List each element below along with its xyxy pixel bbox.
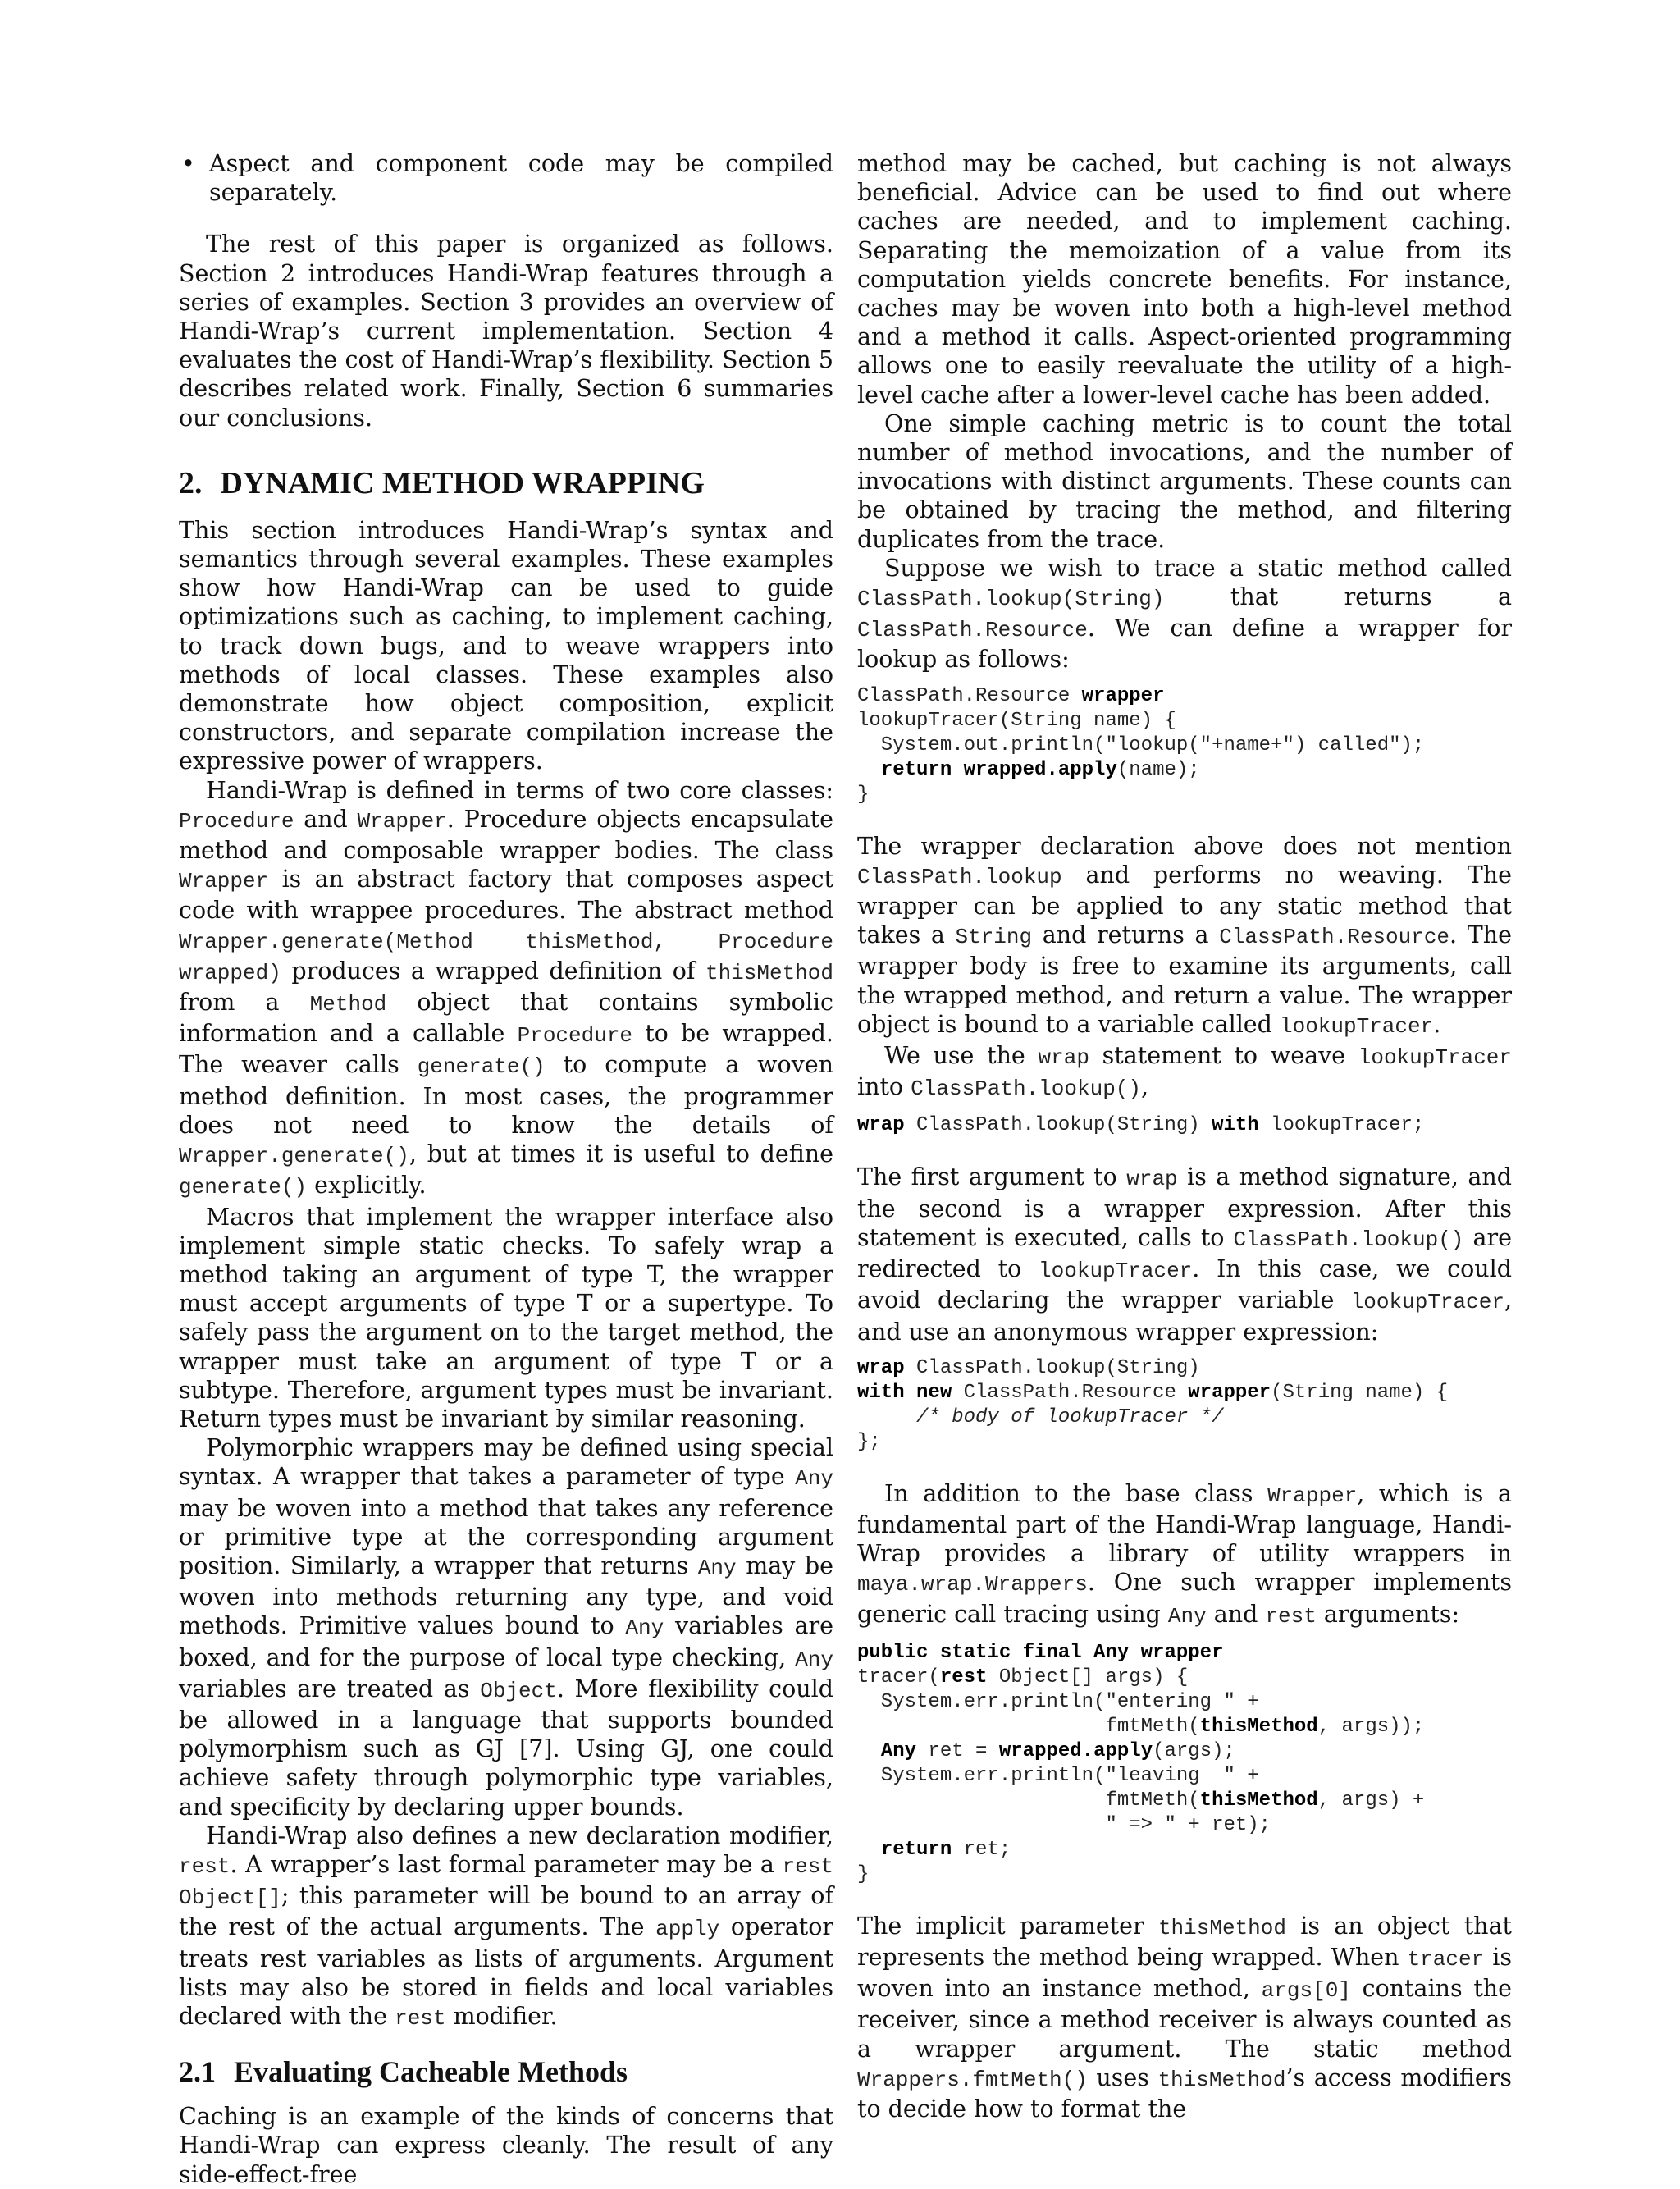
text-run: from a	[179, 989, 310, 1017]
inline-code: rest Object[]	[179, 1853, 833, 1911]
text-run: Handi-Wrap also defines a new declaration modifier,	[206, 1821, 833, 1849]
paragraph: This section introduces Handi-Wrap’s syntax and semantics through several examples. These examples show how Handi-Wrap can be used to guide optimizations such as caching, to implement caching, to track down bugs, and to weave wrappers into methods of local classes. These examples also demonstrate how object composition, explicit constructors, and separate compilation increase the expressive power of wrappers.	[179, 516, 833, 775]
code-keyword: Any	[880, 1739, 917, 1762]
inline-code: lookupTracer	[1358, 1045, 1512, 1071]
paragraph: Macros that implement the wrapper interface also implement simple static checks. To safely wrap a method taking an argument of type T, the wrapper must accept arguments of type T or a supertype. To safely pass the argument on to the target method, the wrapper must take an argument of type T or a subtype. Therefore, argument types must be invariant. Return types must be invariant by similar reasoning.	[179, 1203, 833, 1433]
text-run: In addition to the base class	[884, 1479, 1268, 1507]
text-run: is an abstract factory that composes aspect code with wrappee procedures. The abstract method	[179, 866, 833, 925]
inline-code: tracer	[1407, 1946, 1485, 1972]
code-line: };	[857, 1430, 881, 1453]
inline-code: Wrapper.generate()	[179, 1144, 409, 1169]
section-title: Evaluating Cacheable Methods	[234, 2055, 628, 2089]
inline-code: ClassPath.lookup()	[1233, 1227, 1464, 1252]
text-run: .	[1433, 1010, 1441, 1038]
code-line: System.err.println("leaving " +	[857, 1764, 1259, 1787]
code-token: fmtMeth(	[857, 1789, 1200, 1812]
paragraph	[179, 776, 833, 1203]
inline-code: lookupTracer	[1279, 1013, 1434, 1039]
text-run: The wrapper declaration above does not mention	[857, 832, 1512, 860]
code-block-tracer	[857, 1641, 1512, 1887]
text-run: to compute a woven method definition. In most cases, the programmer does not need to know the details of	[179, 1051, 833, 1139]
code-keyword: public static final Any wrapper	[857, 1641, 1224, 1664]
inline-code: thisMethod	[1157, 1915, 1286, 1940]
code-token: tracer(	[857, 1666, 940, 1689]
code-line: " => " + ret);	[857, 1813, 1271, 1836]
text-run: statement to weave	[1089, 1042, 1358, 1070]
text-run: is woven into an instance method,	[857, 1943, 1512, 2003]
inline-code: Any	[697, 1555, 737, 1580]
paragraph	[857, 1163, 1512, 1346]
inline-code: Wrappers.fmtMeth()	[857, 2067, 1088, 2092]
inline-code: Object	[480, 1678, 557, 1703]
inline-code: ClassPath.lookup(String)	[857, 587, 1165, 612]
code-line: System.out.println("lookup("+name+") called");	[857, 733, 1425, 756]
paragraph	[857, 1041, 1512, 1104]
section-number: 2.1	[179, 2055, 216, 2089]
code-keyword: return wrapped.apply	[880, 758, 1117, 781]
text-run: ; this parameter will be bound to an array of the rest of the actual arguments. The	[179, 1882, 833, 1941]
text-run: contains the receiver, since a method receiver is always counted as a wrapper argument. The static method	[857, 1975, 1512, 2063]
inline-code: args[0]	[1261, 1978, 1351, 2004]
code-token	[857, 759, 881, 781]
text-run: and	[1206, 1600, 1266, 1628]
code-line: }	[857, 783, 870, 806]
inline-code: String	[955, 925, 1033, 950]
inline-code: thisMethod	[1157, 2067, 1286, 2092]
inline-code: lookupTracer	[1039, 1259, 1193, 1284]
inline-code: wrap	[1038, 1045, 1089, 1071]
text-run: are redirected to	[857, 1223, 1512, 1283]
inline-code: ClassPath.lookup	[857, 864, 1062, 889]
inline-code: ClassPath.lookup()	[911, 1076, 1142, 1102]
code-token: ret =	[916, 1739, 999, 1762]
paragraph	[857, 1479, 1512, 1631]
code-token	[857, 1740, 881, 1762]
right-column	[857, 149, 1512, 2123]
text-run: The first argument to	[857, 1163, 1127, 1191]
code-token: , args) +	[1317, 1789, 1425, 1812]
text-run: is an object that represents the method being wrapped. When	[857, 1912, 1512, 1971]
paragraph	[857, 1912, 1512, 2123]
code-token: (name);	[1116, 758, 1200, 781]
text-run: . One such wrapper implements generic call tracing using	[857, 1569, 1512, 1628]
inline-code: Procedure	[179, 808, 294, 834]
text-run: operator treats rest variables as lists of arguments. Argument lists may also be stored in fields and local variables declared with the	[179, 1913, 833, 2030]
inline-code: generate()	[179, 1175, 308, 1200]
text-run: modifier.	[445, 2002, 558, 2030]
paragraph: Caching is an example of the kinds of concerns that Handi-Wrap can express cleanly. The result of any side-effect-free	[179, 2103, 833, 2188]
text-run: that returns a	[1164, 583, 1512, 611]
text-run: Suppose we wish to trace a static method called	[884, 554, 1512, 582]
code-keyword: thisMethod	[1199, 1715, 1318, 1738]
text-run: . We can define a wrapper for lookup as follows:	[857, 615, 1512, 674]
code-token: Object[] args) {	[987, 1666, 1189, 1689]
inline-code: maya.wrap.Wrappers	[857, 1572, 1088, 1597]
code-keyword: wrapped.apply	[998, 1739, 1153, 1762]
bullet-text: Aspect and component code may be compiled separately.	[209, 150, 833, 207]
text-run: produces a wrapped definition of	[281, 957, 705, 985]
text-run: arguments:	[1316, 1600, 1460, 1628]
code-token: ClassPath.lookup(String)	[904, 1356, 1200, 1379]
text-run: . More flexibility could be allowed in a language that supports bounded polymorphism such as GJ [7]. Using GJ, one could achieve safety through polymorphic type variables, and specificity by declaring upper bounds.	[179, 1675, 834, 1821]
paragraph: One simple caching metric is to count the total number of method invocations, and the number of invocations with distinct arguments. These counts can be obtained by tracing the method, and filtering duplicates from the trace.	[857, 409, 1512, 553]
inline-code: Wrapper	[179, 869, 269, 894]
inline-code: Procedure	[517, 1023, 633, 1049]
code-token: ClassPath.Resource	[857, 684, 1082, 707]
intro-paragraph: The rest of this paper is organized as follows. Section 2 introduces Handi-Wrap features through a series of examples. Section 3 provides an overview of Handi-Wrap’s current implementation. Section 4 evaluates the cost of Handi-Wrap’s flexibility. Section 5 describes related work. Finally, Section 6 summaries our conclusions.	[179, 231, 833, 432]
code-token: lookupTracer;	[1258, 1114, 1425, 1137]
list-item	[181, 149, 833, 207]
code-keyword: with new	[857, 1381, 952, 1404]
section-number: 2.	[179, 465, 203, 500]
inline-code: generate()	[417, 1054, 546, 1080]
text-run: variables are treated as	[179, 1675, 481, 1702]
paragraph	[857, 832, 1512, 1041]
code-token: (String name) {	[1271, 1381, 1449, 1404]
section-2-1-heading	[179, 2054, 833, 2089]
text-run: to be wrapped. The weaver calls	[179, 1020, 833, 1079]
text-run: , and use an anonymous wrapper expression:	[857, 1286, 1512, 1346]
text-run: explicitly.	[307, 1172, 427, 1200]
text-run: . Procedure objects encapsulate method and composable wrapper bodies. The class	[179, 805, 833, 865]
code-block-lookup-tracer	[857, 684, 1512, 807]
text-run: into	[857, 1073, 911, 1101]
code-block-anonymous-wrapper	[857, 1356, 1512, 1455]
text-run: object that contains symbolic information and a callable	[179, 989, 834, 1048]
left-column	[179, 149, 833, 2189]
inline-code: Wrapper	[1267, 1483, 1358, 1508]
text-run: ,	[1141, 1073, 1149, 1101]
text-run: . In this case, we could avoid declaring the wrapper variable	[857, 1255, 1513, 1314]
inline-code: Method	[309, 992, 387, 1017]
text-run: Handi-Wrap is defined in terms of two core classes:	[206, 776, 833, 804]
code-line: lookupTracer(String name) {	[857, 709, 1176, 732]
text-run: . The wrapper body is free to examine its arguments, call the wrapped method, and return a value. The wrapper object is bound to a variable called	[857, 921, 1512, 1038]
inline-code: rest	[179, 1853, 231, 1879]
text-run: may be woven into a method that takes any reference or primitive type at the corresponding argument position. Similarly, a wrapper that returns	[179, 1494, 833, 1579]
paragraph	[857, 554, 1512, 674]
inline-code: rest	[1265, 1603, 1317, 1629]
text-run: uses	[1087, 2063, 1158, 2091]
inline-code: ClassPath.Resource	[1219, 925, 1450, 950]
code-token: fmtMeth(	[857, 1715, 1200, 1738]
code-keyword: wrap	[857, 1114, 905, 1137]
paragraph	[179, 1821, 833, 2033]
text-run: , but at times it is useful to define	[409, 1140, 833, 1168]
code-token: ret;	[952, 1838, 1011, 1861]
inline-code: thisMethod	[705, 960, 833, 985]
text-run: and	[294, 805, 358, 833]
inline-code: Wrapper.generate(Method thisMethod, Procedure wrapped)	[179, 929, 833, 985]
inline-code: apply	[655, 1917, 720, 1942]
text-run: We use the	[884, 1042, 1039, 1070]
inline-code: Wrapper	[357, 808, 447, 834]
inline-code: rest	[395, 2005, 446, 2031]
section-2-heading	[179, 465, 833, 501]
code-keyword: with	[1212, 1114, 1259, 1137]
section-title: DYNAMIC METHOD WRAPPING	[220, 465, 705, 500]
text-run: and returns a	[1032, 921, 1220, 949]
text-run: , which is a fundamental part of the Handi-Wrap language, Handi-Wrap provides a library of utility wrappers in	[857, 1479, 1512, 1568]
inline-code: ClassPath.Resource	[857, 618, 1088, 643]
text-run: may be woven into methods returning any type, and void methods. Primitive values bound to	[179, 1551, 833, 1640]
text-run: and performs no weaving. The wrapper can be applied to any static method that takes a	[857, 861, 1512, 949]
text-run: is a method signature, and the second is a wrapper expression. After this statement is executed, calls to	[857, 1163, 1512, 1251]
paragraph	[179, 1433, 833, 1821]
text-run: variables are boxed, and for the purpose of local type checking,	[179, 1612, 833, 1671]
code-keyword: rest	[939, 1666, 988, 1689]
code-block-wrap-statement	[857, 1113, 1512, 1138]
code-line: }	[857, 1862, 870, 1885]
bullet-icon: •	[181, 150, 195, 177]
inline-code: Any	[625, 1615, 664, 1641]
text-run: The implicit parameter	[857, 1912, 1158, 1940]
code-token: ClassPath.lookup(String)	[904, 1114, 1212, 1137]
code-keyword: return	[880, 1838, 952, 1861]
paragraph: method may be cached, but caching is not always beneficial. Advice can be used to find out where caches are needed, and to implement caching. Separating the memoization of a value from its computation yields concrete benefits. For instance, caches may be woven into both a high-level method and a method it calls. Aspect-oriented programming allows one to easily reevaluate the utility of a high-level cache after a lower-level cache has been added.	[857, 150, 1512, 409]
code-keyword: thisMethod	[1199, 1789, 1318, 1812]
inline-code: Any	[795, 1647, 833, 1672]
code-keyword: wrapper	[1188, 1381, 1271, 1404]
text-run: . A wrapper’s last formal parameter may be a	[230, 1850, 783, 1878]
inline-code: Any	[1167, 1603, 1207, 1629]
inline-code: lookupTracer	[1350, 1290, 1504, 1315]
code-keyword: wrapper	[1081, 684, 1165, 707]
code-line: System.err.println("entering " +	[857, 1690, 1259, 1713]
code-keyword: wrap	[857, 1356, 905, 1379]
inline-code: wrap	[1126, 1167, 1178, 1192]
inline-code: Any	[795, 1466, 833, 1492]
code-token: (args);	[1153, 1739, 1235, 1762]
code-token: ClassPath.Resource	[952, 1381, 1189, 1404]
code-comment: /* body of lookupTracer */	[857, 1405, 1224, 1428]
code-token	[857, 1839, 881, 1861]
bullet-list	[179, 149, 833, 207]
text-run: Polymorphic wrappers may be defined using special syntax. A wrapper that takes a parameter of type	[179, 1434, 833, 1491]
text-run: ’s access modifiers to decide how to format the	[857, 2063, 1512, 2123]
code-token: , args));	[1317, 1715, 1425, 1738]
